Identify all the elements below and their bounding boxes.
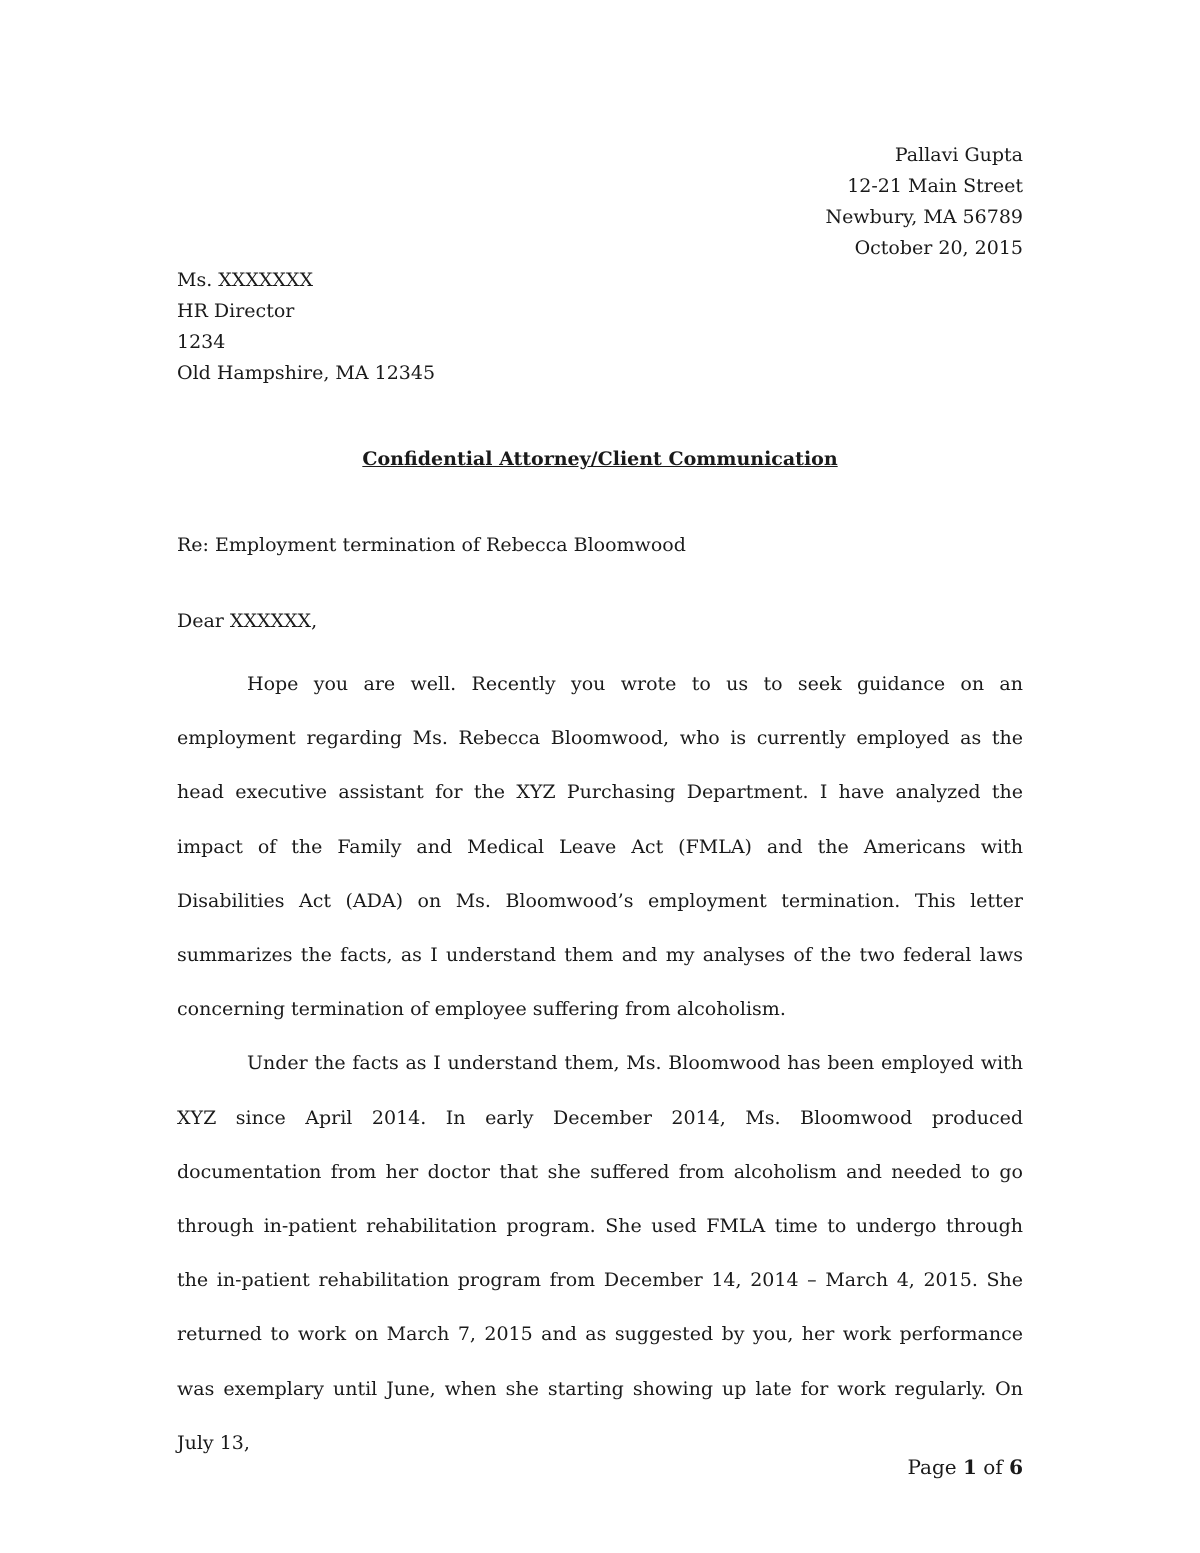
recipient-address-line: 1234 — [177, 331, 226, 353]
sender-street: 12-21 Main Street — [847, 175, 1023, 197]
of-word: of — [983, 1455, 1003, 1479]
recipient-address-block — [177, 265, 435, 389]
recipient-city-state-zip: Old Hampshire, MA 12345 — [177, 362, 436, 384]
salutation: Dear XXXXXX, — [177, 610, 318, 632]
sender-name: Pallavi Gupta — [894, 144, 1023, 166]
confidential-heading: Confidential Attorney/Client Communication — [362, 448, 838, 470]
sender-address-block — [825, 140, 1023, 264]
re-line: Re: Employment termination of Rebecca Bloomwood — [177, 534, 686, 556]
page-number-footer — [908, 1452, 1024, 1483]
current-page-number: 1 — [962, 1455, 977, 1479]
recipient-name: Ms. XXXXXXX — [177, 269, 313, 291]
recipient-title: HR Director — [177, 300, 295, 322]
total-pages-number: 6 — [1009, 1455, 1023, 1479]
body-paragraph: Hope you are well. Recently you wrote to us to seek guidance on an employment regarding Ms. Rebecca Bloomwood, who is currently employed as the head executive assistant for the XYZ Purchasing Department. I have analyzed the impact of the Family and Medical Leave Act (FMLA) and the Americans with Disabilities Act (ADA) on Ms. Bloomwood’s employment termination. This letter summarizes the facts, as I understand them and my analyses of the two federal laws concerning termination of employee suffering from alcoholism. — [177, 673, 1023, 1021]
body-paragraph: Under the facts as I understand them, Ms. Bloomwood has been employed with XYZ since April 2014. In early December 2014, Ms. Bloomwood produced documentation from her doctor that she suffered from alcoholism and needed to go through in-patient rehabilitation program. She used FMLA time to undergo through the in-patient rehabilitation program from December 14, 2014 – March 4, 2015. She returned to work on March 7, 2015 and as suggested by you, her work performance was exemplary until June, when she starting showing up late for work regularly. On July 13, — [177, 1052, 1023, 1454]
sender-city-state-zip: Newbury, MA 56789 — [825, 206, 1023, 228]
letter-date: October 20, 2015 — [854, 237, 1023, 259]
letter-body — [177, 657, 1023, 1470]
page-word: Page — [907, 1455, 957, 1479]
